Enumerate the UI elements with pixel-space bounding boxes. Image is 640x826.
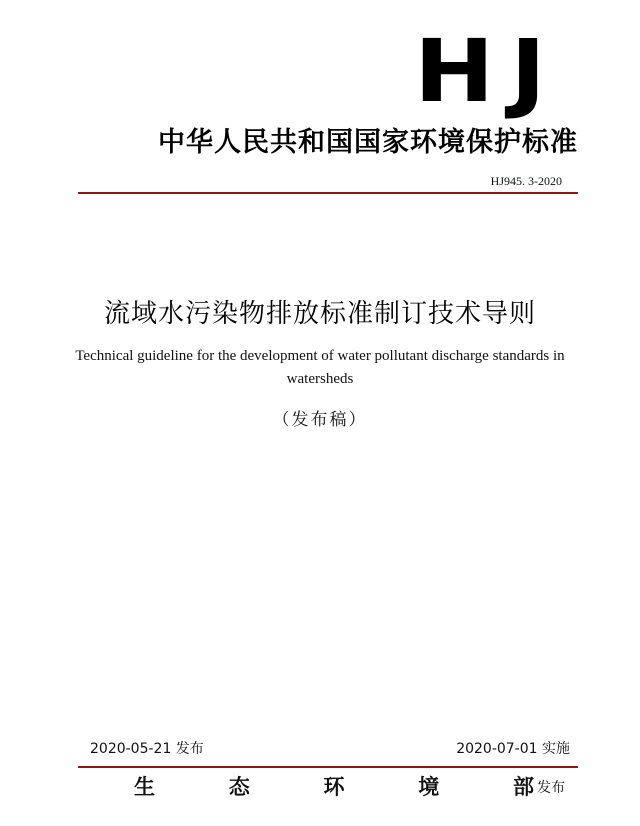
implementation-date: 2020-07-01 实施 <box>456 741 570 757</box>
header-divider <box>78 192 578 194</box>
publisher-char: 环 <box>323 775 345 799</box>
standard-number: HJ945. 3-2020 <box>490 174 562 188</box>
publisher-char: 部 <box>513 775 534 799</box>
publisher-suffix: 发布 <box>537 780 565 796</box>
org-title: 中华人民共和国国家环境保护标准 <box>158 127 578 158</box>
publisher-char: 态 <box>228 775 250 799</box>
document-status: （发布稿） <box>272 410 368 430</box>
footer-divider <box>78 766 578 768</box>
document-title-cn: 流域水污染物排放标准制订技术导则 <box>103 299 536 329</box>
issue-date: 2020-05-21 发布 <box>90 741 204 757</box>
publisher-char: 生 <box>134 775 155 799</box>
publisher-name <box>134 774 534 800</box>
publisher-char: 境 <box>418 775 440 799</box>
document-title-en: Technical guideline for the development of water pollutant discharge standards in watersheds <box>75 348 565 387</box>
hj-logo: HJ <box>413 20 562 122</box>
